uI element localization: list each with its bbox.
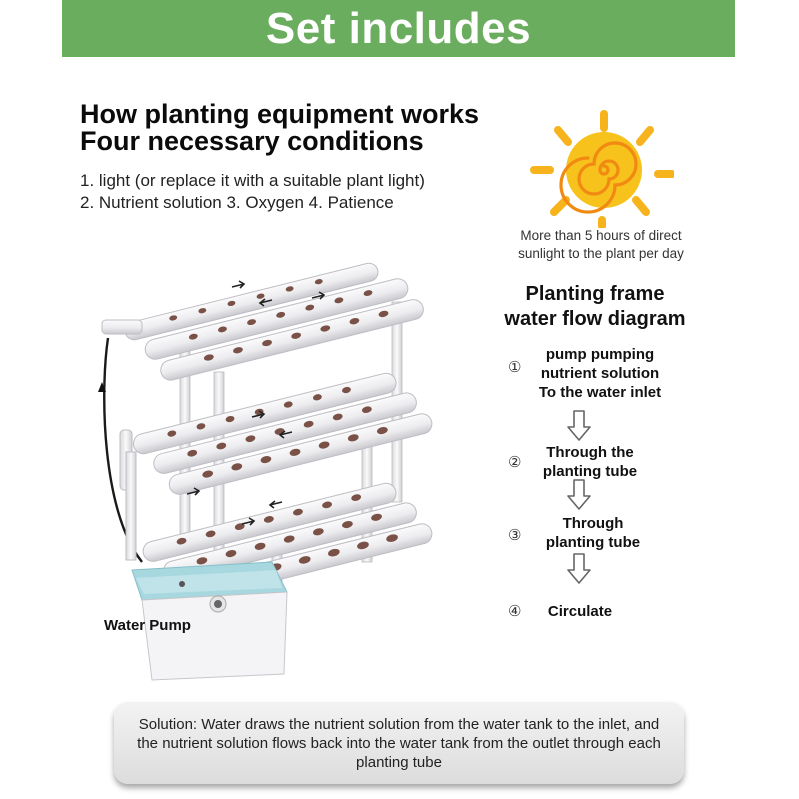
flow-title-line1: Planting frame — [525, 283, 665, 305]
step-3-line2: planting tube — [545, 534, 641, 551]
intro-title-line2: Four necessary conditions — [80, 126, 424, 156]
flow-title — [480, 282, 710, 332]
step-4-number: ④ — [508, 603, 522, 620]
step-1-text — [515, 345, 685, 402]
condition-line1: 1. light (or replace it with a suitable plant light) — [80, 171, 425, 190]
sun-caption-line1: More than 5 hours of direct — [520, 228, 682, 243]
water-pump-label: Water Pump — [104, 617, 191, 634]
header-banner — [62, 0, 735, 57]
step-3-text — [523, 514, 663, 552]
step-4-text: Circulate — [547, 603, 613, 620]
solution-box — [114, 702, 684, 784]
step-1-number: ① — [508, 359, 522, 376]
tier-middle — [120, 365, 434, 502]
flow-arrow-1-icon — [566, 410, 592, 442]
condition-line2: 2. Nutrient solution 3. Oxygen 4. Patience — [80, 193, 394, 212]
intro-title-line1: How planting equipment works — [80, 99, 480, 129]
solution-text: Solution: Water draws the nutrient solution from the water tank to the inlet, and the nutrient solution flows back into the water tank from the outlet through each planting tube — [137, 715, 661, 771]
step-2-line1: Through the — [546, 444, 634, 461]
sun-caption-line2: sunlight to the plant per day — [518, 246, 684, 261]
flow-title-line2: water flow diagram — [504, 308, 686, 330]
flow-arrow-2-icon — [566, 479, 592, 511]
step-3-number: ③ — [508, 527, 522, 544]
step-2-text — [520, 443, 660, 481]
sun-icon — [528, 108, 674, 228]
step-2-number: ② — [508, 454, 522, 471]
step-3-line1: Through — [562, 515, 624, 532]
flow-arrow-3-icon — [566, 553, 592, 585]
step-1-line2: nutrient solution — [540, 365, 660, 382]
step-1-line1: pump pumping — [545, 346, 655, 363]
sun-caption — [496, 227, 706, 263]
header-title: Set includes — [265, 3, 532, 53]
step-1-line3: To the water inlet — [538, 384, 662, 401]
inlet-pipe — [126, 452, 136, 560]
tier-top — [102, 262, 425, 388]
step-2-line2: planting tube — [542, 463, 638, 480]
